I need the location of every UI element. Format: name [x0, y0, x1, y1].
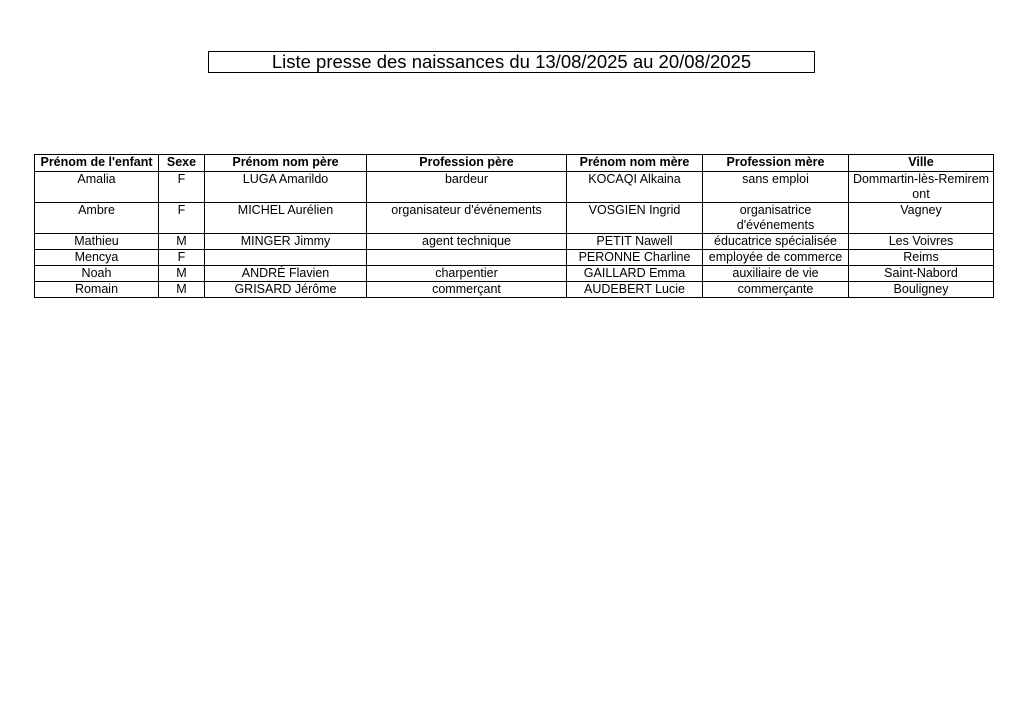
cell-profession-pere: bardeur [367, 172, 567, 203]
table-row [35, 282, 994, 298]
cell-pere: LUGA Amarildo [205, 172, 367, 203]
header-profession-pere: Profession père [367, 155, 567, 172]
cell-profession-mere: commerçante [703, 282, 849, 298]
cell-mere: AUDEBERT Lucie [567, 282, 703, 298]
table-row [35, 172, 994, 203]
cell-ville: Dommartin-lès-Remiremont [849, 172, 994, 203]
cell-sexe: F [159, 172, 205, 203]
table-row [35, 234, 994, 250]
cell-mere: GAILLARD Emma [567, 266, 703, 282]
page-title: Liste presse des naissances du 13/08/2025 au 20/08/2025 [208, 51, 815, 73]
cell-sexe: F [159, 203, 205, 234]
cell-sexe: M [159, 266, 205, 282]
header-prenom-enfant: Prénom de l'enfant [35, 155, 159, 172]
cell-profession-mere: sans emploi [703, 172, 849, 203]
table-row [35, 250, 994, 266]
cell-profession-pere: charpentier [367, 266, 567, 282]
table-row [35, 266, 994, 282]
cell-pere: MINGER Jimmy [205, 234, 367, 250]
cell-ville: Reims [849, 250, 994, 266]
cell-ville: Bouligney [849, 282, 994, 298]
cell-pere: ANDRÉ Flavien [205, 266, 367, 282]
cell-prenom-enfant: Ambre [35, 203, 159, 234]
cell-profession-mere: auxiliaire de vie [703, 266, 849, 282]
cell-prenom-enfant: Mencya [35, 250, 159, 266]
cell-ville: Vagney [849, 203, 994, 234]
cell-profession-mere: organisatrice d'événements [703, 203, 849, 234]
cell-profession-mere: éducatrice spécialisée [703, 234, 849, 250]
header-pere: Prénom nom père [205, 155, 367, 172]
cell-mere: PERONNE Charline [567, 250, 703, 266]
cell-mere: PETIT Nawell [567, 234, 703, 250]
cell-sexe: M [159, 234, 205, 250]
cell-sexe: F [159, 250, 205, 266]
table-header-row [35, 155, 994, 172]
table-row [35, 203, 994, 234]
cell-prenom-enfant: Noah [35, 266, 159, 282]
cell-prenom-enfant: Romain [35, 282, 159, 298]
cell-profession-pere: commerçant [367, 282, 567, 298]
header-profession-mere: Profession mère [703, 155, 849, 172]
cell-prenom-enfant: Mathieu [35, 234, 159, 250]
cell-prenom-enfant: Amalia [35, 172, 159, 203]
header-ville: Ville [849, 155, 994, 172]
header-mere: Prénom nom mère [567, 155, 703, 172]
cell-sexe: M [159, 282, 205, 298]
cell-profession-pere: agent technique [367, 234, 567, 250]
cell-ville: Saint-Nabord [849, 266, 994, 282]
cell-pere [205, 250, 367, 266]
cell-profession-pere: organisateur d'événements [367, 203, 567, 234]
cell-profession-mere: employée de commerce [703, 250, 849, 266]
cell-profession-pere [367, 250, 567, 266]
births-table [34, 154, 994, 298]
cell-mere: VOSGIEN Ingrid [567, 203, 703, 234]
cell-pere: MICHEL Aurélien [205, 203, 367, 234]
cell-mere: KOCAQI Alkaina [567, 172, 703, 203]
header-sexe: Sexe [159, 155, 205, 172]
cell-pere: GRISARD Jérôme [205, 282, 367, 298]
cell-ville: Les Voivres [849, 234, 994, 250]
